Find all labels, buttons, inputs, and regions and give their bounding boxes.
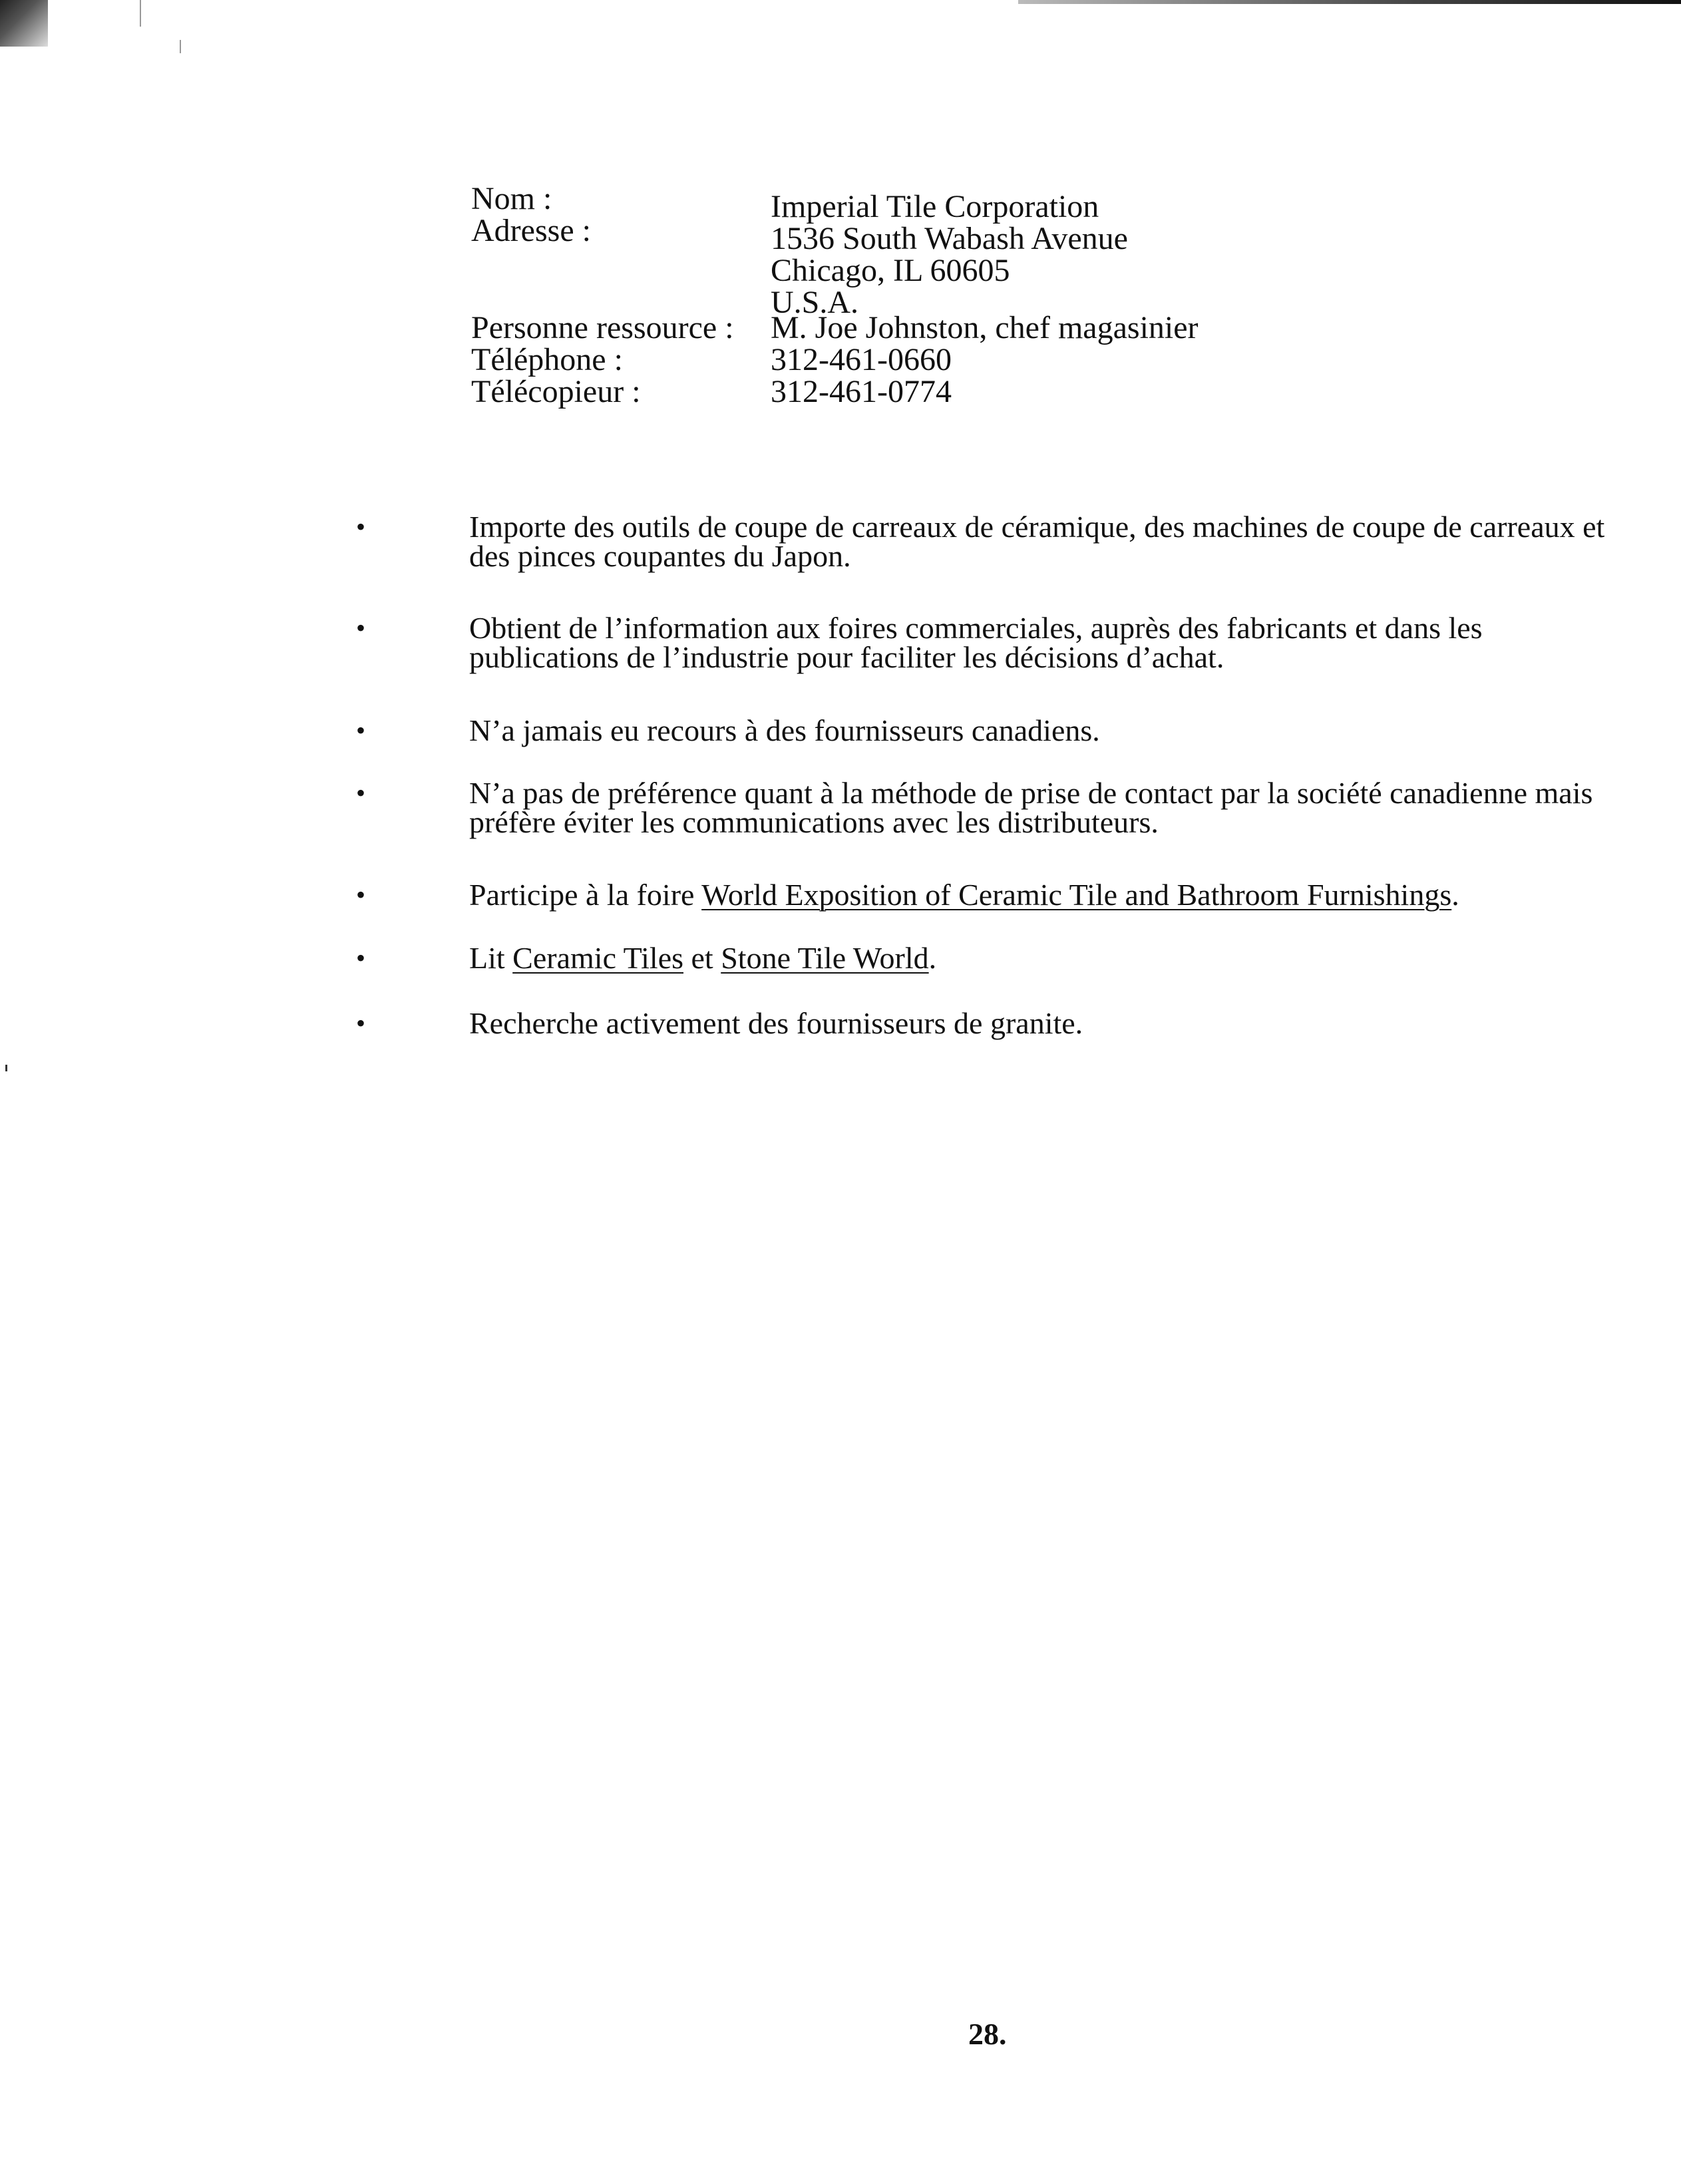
fax-value: 312-461-0774 <box>771 374 952 409</box>
address-label: Adresse : <box>471 213 591 248</box>
fax-label: Télécopieur : <box>471 374 641 409</box>
person-label: Personne ressource : <box>471 310 734 345</box>
list-item <box>356 1006 1634 1040</box>
address-value <box>771 215 1199 319</box>
bullet-text: Recherche activement des fournisseurs de granite. <box>469 1006 1083 1040</box>
list-item <box>356 880 1634 910</box>
scan-artifact-mark <box>5 1065 7 1071</box>
contact-block <box>471 183 1199 408</box>
bullet-text <box>469 880 1634 910</box>
publication-title: Stone Tile World <box>721 941 929 975</box>
list-item <box>356 776 1634 839</box>
list-item <box>356 512 1634 571</box>
bullet-text-prefix: Participe à la foire <box>469 878 702 912</box>
name-label: Nom : <box>471 181 552 216</box>
bullet-text-joiner: et <box>683 941 721 975</box>
phone-label: Téléphone : <box>471 342 623 377</box>
bullet-text: N’a pas de préférence quant à la méthode de prise de contact par la société canadienne mais préfère éviter les communications avec les distributeurs. <box>469 776 1593 839</box>
scan-artifact-top-edge <box>1018 0 1681 4</box>
scan-artifact-mark <box>140 0 141 27</box>
publication-title: Ceramic Tiles <box>512 941 684 975</box>
bullet-text-prefix: Lit <box>469 941 513 975</box>
contact-row-person <box>471 312 1199 344</box>
list-item <box>356 611 1634 674</box>
scan-artifact-corner <box>0 0 48 47</box>
bullet-text: N’a jamais eu recours à des fournisseurs canadiens. <box>469 713 1100 747</box>
name-value: Imperial Tile Corporation <box>771 189 1099 224</box>
bullet-icon: • <box>356 613 366 643</box>
bullet-text-suffix: . <box>928 941 937 975</box>
bullet-icon: • <box>356 778 366 808</box>
list-item <box>356 941 1634 975</box>
bullet-text: Importe des outils de coupe de carreaux de céramique, des machines de coupe de carreaux et des pinces coupantes du Japon. <box>469 510 1605 573</box>
address-line: Chicago, IL 60605 <box>771 253 1010 288</box>
bullet-icon: • <box>356 512 366 542</box>
bullet-icon: • <box>356 880 366 910</box>
address-line: U.S.A. <box>771 285 859 320</box>
contact-row-address <box>471 215 1199 319</box>
bullet-text <box>469 941 1634 975</box>
bullet-icon: • <box>356 943 366 973</box>
phone-value: 312-461-0660 <box>771 342 952 377</box>
person-value: M. Joe Johnston, chef magasinier <box>771 310 1199 345</box>
trade-fair-title: World Exposition of Ceramic Tile and Bathroom Furnishings <box>701 878 1452 912</box>
bullet-text-suffix: . <box>1451 878 1459 912</box>
scan-artifact-mark <box>180 40 181 53</box>
bullet-icon: • <box>356 1008 366 1038</box>
list-item <box>356 713 1634 747</box>
address-line: 1536 South Wabash Avenue <box>771 221 1128 256</box>
contact-row-fax <box>471 376 1199 408</box>
page-number: 28. <box>968 2017 1007 2051</box>
bullet-icon: • <box>356 715 366 745</box>
contact-row-phone <box>471 344 1199 376</box>
bullet-text: Obtient de l’information aux foires commerciales, auprès des fabricants et dans les publications de l’industrie pour faciliter les décisions d’achat. <box>469 611 1483 674</box>
